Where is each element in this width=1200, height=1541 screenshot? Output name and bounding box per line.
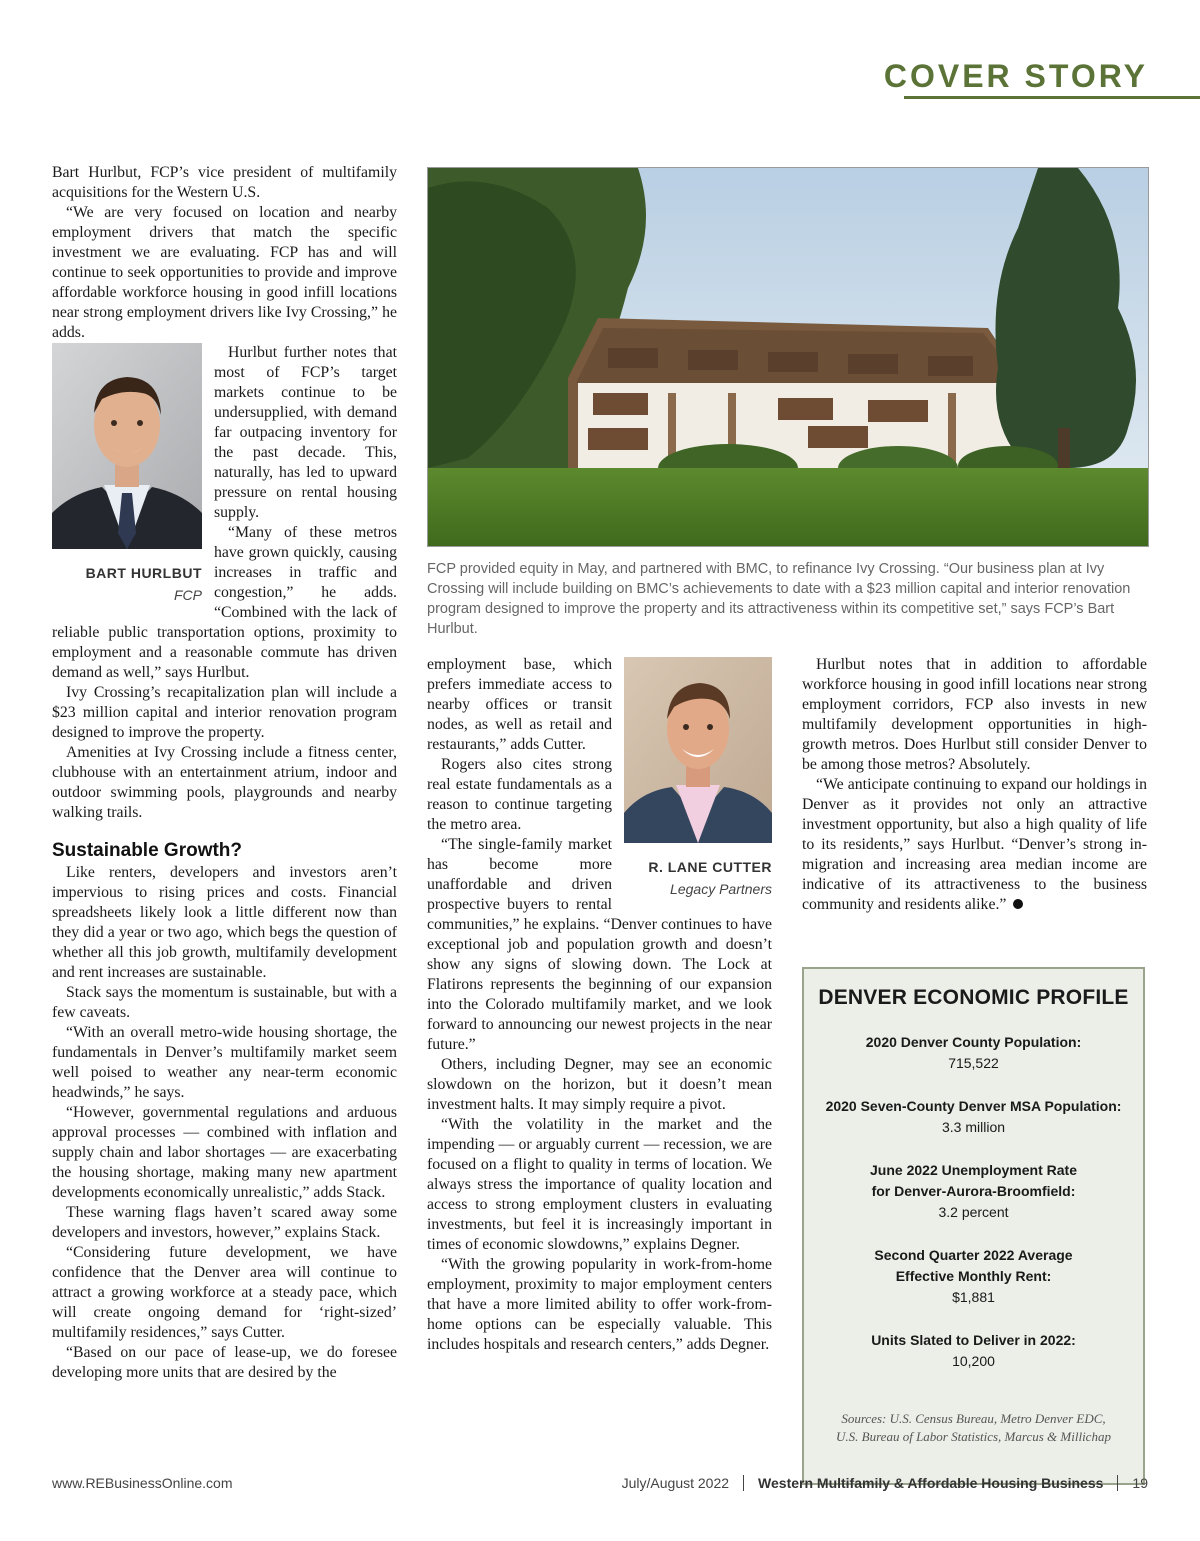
footer-publication: Western Multifamily & Affordable Housing Business	[758, 1475, 1104, 1491]
article-column-2	[427, 655, 772, 1355]
article-column-3	[802, 655, 1147, 915]
paragraph: Hurlbut notes that in addition to affordable workforce housing in good infill locations near strong employment corridors, FCP also invests in new multifamily development opportunities in high-growth metros. Does Hurlbut still consider Denver to be among those metros? Absolutely.	[802, 656, 1147, 773]
photo-caption-name: BART HURLBUT	[85, 565, 202, 581]
stat-label-line2: Effective Monthly Rent:	[895, 1268, 1052, 1284]
page-footer	[52, 1475, 1148, 1495]
stat-label: Second Quarter 2022 Average	[874, 1247, 1073, 1263]
hurlbut-headshot-figure	[52, 343, 202, 605]
photo-caption-name: R. LANE CUTTER	[648, 859, 772, 875]
stat-value: $1,881	[952, 1289, 995, 1305]
stat-label: 2020 Denver County Population:	[865, 1034, 1082, 1050]
paragraph: Stack says the momentum is sustainable, but with a few caveats.	[52, 984, 397, 1021]
footer-issue-date: July/August 2022	[621, 1475, 730, 1491]
profile-sources	[804, 1410, 1143, 1446]
stat-label: 2020 Seven-County Denver MSA Population:	[825, 1098, 1122, 1114]
stat-label-line2: for Denver-Aurora-Broomfield:	[871, 1183, 1076, 1199]
paragraph: “We are very focused on location and nearby employment drivers that match the specific investment we are evaluating. FCP has and will continue to seek opportunities to provide and improve affordable workforce housing in good infill locations near strong employment drivers like Ivy Crossing,” he adds.	[52, 204, 397, 341]
bart-hurlbut-headshot	[52, 343, 202, 549]
paragraph: “With the volatility in the market and the impending — or arguably current — recession, we are focused on a flight to quality in terms of location. We always stress the importance of quality location and access to strong employment clusters in evaluating investments, but feel it is increasingly important in times of economic slowdowns,” explains Degner.	[427, 1116, 772, 1253]
paragraph: Others, including Degner, may see an economic slowdown on the horizon, but it doesn’t mean investment halts. It may simply require a pivot.	[427, 1056, 772, 1113]
section-rule	[904, 96, 1200, 99]
stat-value: 3.2 percent	[938, 1204, 1009, 1220]
sources-line: Sources: U.S. Census Bureau, Metro Denver EDC,	[841, 1411, 1106, 1426]
paragraph: “Many of these metros have grown quickly, causing increases in traffic and congestion,” he adds. “Combined with the lack of reliable public transportation options, proximity to employment and a reasonable commute has driven demand as well,” says Hurlbut.	[52, 524, 397, 681]
stat-label: June 2022 Unemployment Rate	[870, 1162, 1077, 1178]
lane-cutter-headshot	[624, 657, 772, 843]
paragraph: Like renters, developers and investors aren’t impervious to rising prices and costs. Financial spreadsheets likely look a little different now than they did a year or two ago, which begs the question of whether all this job growth, multifamily development and rent increases are sustainable.	[52, 864, 397, 981]
apartment-photo-image	[428, 168, 1148, 546]
footer-divider	[743, 1475, 744, 1491]
stat-value: 3.3 million	[941, 1119, 1006, 1135]
paragraph: “However, governmental regulations and arduous approval processes — combined with inflation and supply chain and labor shortages — are exacerbating the housing shortage, making many new apartment developments economically unrealistic,” adds Stack.	[52, 1104, 397, 1201]
paragraph: Ivy Crossing’s recapitalization plan will include a $23 million capital and interior renovation program designed to improve the property.	[52, 684, 397, 741]
profile-stat	[804, 1160, 1143, 1223]
footer-page-number: 19	[1132, 1475, 1148, 1491]
section-label: COVER STORY	[883, 58, 1148, 94]
photo-caption-company: Legacy Partners	[670, 881, 772, 897]
paragraph	[802, 775, 1147, 915]
paragraph: “Considering future development, we have confidence that the Denver area will continue to attract a growing workforce at a steady pace, which will create ongoing demand for ‘right-sized’ multifamily residences,” says Cutter.	[52, 1244, 397, 1341]
paragraph: Amenities at Ivy Crossing include a fitness center, clubhouse with an entertainment atrium, indoor and outdoor swimming pools, playgrounds and nearby walking trails.	[52, 744, 397, 821]
ivy-crossing-photo	[427, 167, 1149, 547]
stat-value: 715,522	[948, 1055, 999, 1071]
profile-stat	[804, 1096, 1143, 1138]
footer-right	[622, 1475, 1148, 1491]
footer-divider	[1117, 1475, 1118, 1491]
profile-title: DENVER ECONOMIC PROFILE	[818, 986, 1129, 1009]
cutter-headshot-figure	[624, 657, 772, 899]
paragraph: Rogers also cites strong real estate fundamentals as a reason to continue targeting the metro area.	[427, 756, 612, 833]
photo-caption-company: FCP	[174, 587, 202, 603]
profile-stat	[804, 1330, 1143, 1372]
paragraph-text: “We anticipate continuing to expand our holdings in Denver as it provides not only an attractive investment opportunity, but also a high quality of life to its residents,” says Hurlbut. “Denver’s strong in-migration and increasing area median income are indicative of its attractiveness to the business community and residents alike.”	[802, 776, 1147, 913]
stat-value: 10,200	[952, 1353, 995, 1369]
end-of-story-bullet-icon	[1013, 899, 1023, 909]
paragraph: “The single-family market has become more unaffordable and driven prospective buyers to rental communities,” he explains. “Denver continues to have exceptional job and population growth and doesn’t show any signs of slowing down. The Lock at Flatirons represents the beginning of our expansion into the Colorado multifamily market, and we look forward to announcing our newest projects in the near future.”	[427, 836, 772, 1053]
paragraph: “With an overall metro-wide housing shortage, the fundamentals in Denver’s multifamily market seem well poised to weather any near-term economic headwinds,” he says.	[52, 1024, 397, 1101]
paragraph: “With the growing popularity in work-from-home employment, proximity to major employment centers that have a more limited ability to offer work-from-home options can be especially valuable. This includes hospitals and research centers,” adds Degner.	[427, 1256, 772, 1353]
stat-label: Units Slated to Deliver in 2022:	[871, 1332, 1076, 1348]
profile-stat	[804, 1245, 1143, 1308]
paragraph: “Based on our pace of lease-up, we do foresee developing more units that are desired by the	[52, 1344, 397, 1381]
profile-stat	[804, 1032, 1143, 1074]
subheading: Sustainable Growth?	[52, 840, 243, 861]
paragraph: Bart Hurlbut, FCP’s vice president of multifamily acquisitions for the Western U.S.	[52, 164, 397, 201]
paragraph: employment base, which prefers immediate access to nearby offices or transit nodes, as well as retail and restaurants,” adds Cutter.	[427, 656, 612, 753]
denver-economic-profile-box	[802, 967, 1145, 1485]
sources-line: U.S. Bureau of Labor Statistics, Marcus & Millichap	[836, 1429, 1111, 1444]
paragraph: These warning flags haven’t scared away some developers and investors, however,” explains Stack.	[52, 1204, 397, 1241]
article-column-1	[52, 163, 397, 1383]
paragraph: Hurlbut further notes that most of FCP’s target markets continue to be undersupplied, with demand far outpacing inventory for the past decade. This, naturally, has led to upward pressure on rental housing supply.	[214, 344, 397, 521]
footer-url-link[interactable]: www.REBusinessOnline.com	[52, 1475, 233, 1491]
main-photo-caption: FCP provided equity in May, and partnered with BMC, to refinance Ivy Crossing. “Our business plan at Ivy Crossing will include building on BMC’s achievements to date with a $23 million capital and interior renovation program designed to improve the property and its attractiveness within its competitive set,” says FCP’s Bart Hurlbut.	[427, 561, 1131, 637]
